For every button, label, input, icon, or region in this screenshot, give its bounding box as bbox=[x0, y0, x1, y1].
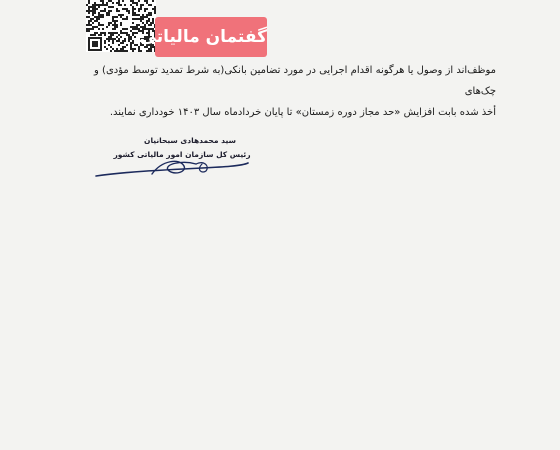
signatory-name: سید محمدهادی سبحانیان bbox=[144, 136, 236, 145]
letter-body bbox=[60, 60, 496, 123]
letter-line: موظف‌اند از وصول یا هرگونه اقدام اجرایی در مورد تضامین بانکی(به شرط تمدید توسط مؤدی) و چک‌های bbox=[94, 65, 496, 97]
signatory-title: رئیس کل سازمان امور مالیاتی کشور bbox=[113, 150, 251, 159]
watermark-badge: گفتمان مالیاتی bbox=[155, 17, 267, 57]
letter-line: أخذ شده بابت افزایش «حد مجاز دوره زمستان» تا پایان خردادماه سال ۱۴۰۳ خودداری نمایند. bbox=[109, 107, 496, 118]
